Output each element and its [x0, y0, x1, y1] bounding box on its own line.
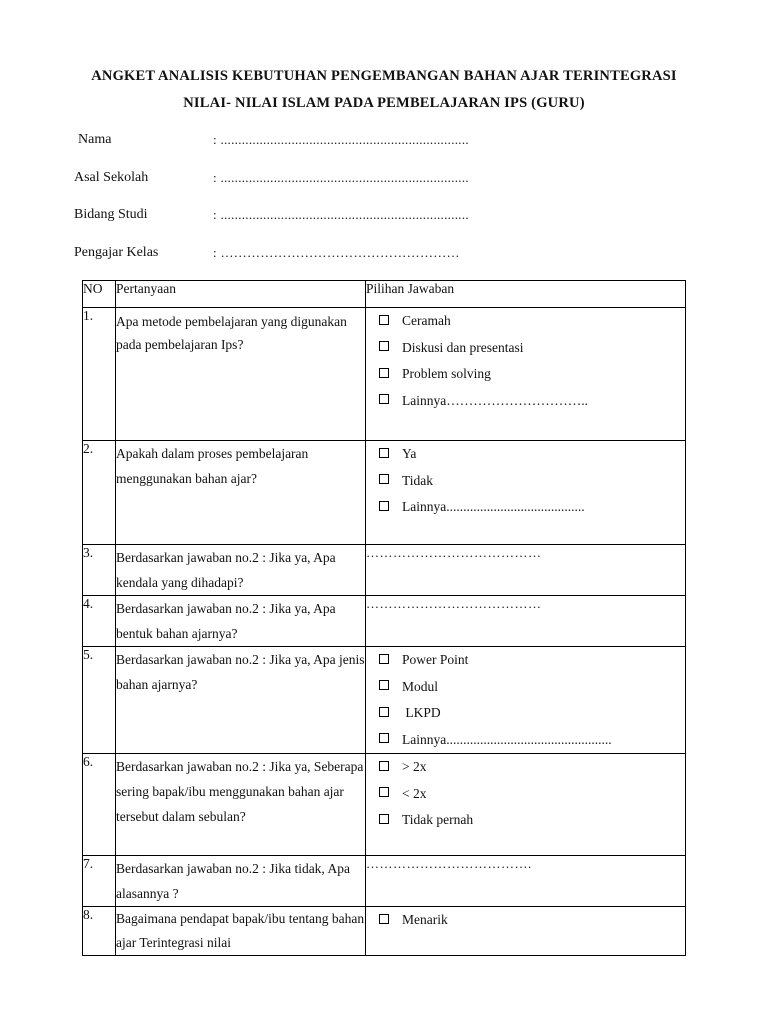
answer-option[interactable] [366, 494, 685, 521]
row-answer-options [366, 754, 686, 856]
row-question: Berdasarkan jawaban no.2 : Jika ya, Apa kendala yang dihadapi? [116, 545, 366, 596]
field-label: Pengajar Kelas [74, 245, 159, 260]
row-number: 7. [83, 856, 116, 907]
answer-option[interactable] [366, 308, 685, 335]
option-label: Diskusi dan presentasi [402, 339, 524, 355]
table-row [83, 754, 686, 856]
row-question: Apa metode pembelajaran yang digunakan pada pembelajaran Ips? [116, 308, 366, 441]
answer-option[interactable] [366, 361, 685, 388]
option-label: Modul [402, 678, 439, 694]
form-title-line-1: ANGKET ANALISIS KEBUTUHAN PENGEMBANGAN BAHAN AJAR TERINTEGRASI [91, 68, 677, 84]
field-blank: : ...................................................................... [213, 170, 469, 185]
checkbox-icon[interactable] [379, 394, 389, 404]
checkbox-icon[interactable] [379, 787, 389, 797]
option-label: Tidak [402, 472, 434, 488]
row-question: Apakah dalam proses pembelajaran menggunakan bahan ajar? [116, 441, 366, 545]
row-number: 5. [83, 647, 116, 754]
answer-option[interactable] [366, 441, 685, 468]
field-blank: : ...................................................................... [213, 207, 469, 222]
header-answer: Pilihan Jawaban [366, 281, 686, 308]
field-label: Nama [78, 132, 112, 147]
checkbox-icon[interactable] [379, 680, 389, 690]
row-question: Berdasarkan jawaban no.2 : Jika ya, Apa bentuk bahan ajarnya? [116, 596, 366, 647]
row-number: 1. [83, 308, 116, 441]
option-label: > 2x [402, 759, 427, 774]
row-number: 6. [83, 754, 116, 856]
option-label: Problem solving [402, 366, 491, 381]
answer-option[interactable] [366, 700, 685, 727]
answer-blank-line[interactable]: ………………………………… [366, 545, 686, 596]
field-blank: : ……………………………………………… [213, 245, 460, 260]
field-bidang-studi [74, 207, 694, 227]
table-row [83, 545, 686, 596]
option-label: LKPD [402, 705, 441, 720]
row-answer-options [366, 308, 686, 441]
row-number: 3. [83, 545, 116, 596]
row-answer-options [366, 907, 686, 956]
row-question: Berdasarkan jawaban no.2 : Jika ya, Apa jenis bahan ajarnya? [116, 647, 366, 754]
row-answer-options [366, 647, 686, 754]
checkbox-icon[interactable] [379, 654, 389, 664]
table-row [83, 308, 686, 441]
answer-blank-line[interactable]: ………………………………… [366, 596, 686, 647]
checkbox-icon[interactable] [379, 761, 389, 771]
option-label: < 2x [402, 785, 427, 801]
answer-option[interactable] [366, 388, 685, 415]
checkbox-icon[interactable] [379, 707, 389, 717]
answer-option[interactable] [366, 468, 685, 495]
checkbox-icon[interactable] [379, 733, 389, 743]
table-header-row [83, 281, 686, 308]
answer-option[interactable] [366, 727, 685, 754]
option-label: Ceramah [402, 313, 451, 328]
table-row [83, 596, 686, 647]
questionnaire-table [82, 280, 686, 956]
field-pengajar-kelas [74, 245, 694, 265]
answer-option[interactable] [366, 781, 685, 808]
row-question: Bagaimana pendapat bapak/ibu tentang bahan ajar Terintegrasi nilai [116, 907, 366, 956]
header-no: NO [83, 281, 116, 308]
answer-option[interactable] [366, 754, 685, 781]
answer-option[interactable] [366, 807, 685, 834]
answer-option[interactable] [366, 907, 685, 934]
checkbox-icon[interactable] [379, 814, 389, 824]
answer-blank-line[interactable]: ………………………………. [366, 856, 686, 907]
answer-option[interactable] [366, 647, 685, 674]
field-label: Asal Sekolah [74, 170, 149, 185]
option-label: Ya [402, 446, 417, 461]
field-label: Bidang Studi [74, 207, 148, 222]
form-title-line-2: NILAI- NILAI ISLAM PADA PEMBELAJARAN IPS (GURU) [183, 95, 585, 111]
field-nama [74, 132, 694, 152]
option-label: Power Point [402, 652, 469, 667]
option-label: Menarik [402, 912, 448, 927]
option-label: Lainnya………………………….. [402, 392, 588, 408]
answer-option[interactable] [366, 335, 685, 362]
row-question: Berdasarkan jawaban no.2 : Jika ya, Seberapa sering bapak/ibu menggunakan bahan ajar tersebut dalam sebulan? [116, 754, 366, 856]
table-row [83, 441, 686, 545]
table-row [83, 647, 686, 754]
checkbox-icon[interactable] [379, 448, 389, 458]
field-asal-sekolah [74, 170, 694, 190]
option-label: Tidak pernah [402, 812, 474, 827]
answer-option[interactable] [366, 674, 685, 701]
checkbox-icon[interactable] [379, 341, 389, 351]
checkbox-icon[interactable] [379, 315, 389, 325]
row-answer-options [366, 441, 686, 545]
table-row [83, 907, 686, 956]
option-label: Lainnya......................................... [402, 499, 585, 514]
checkbox-icon[interactable] [379, 501, 389, 511]
header-question: Pertanyaan [116, 281, 366, 308]
option-label: Lainnya................................................. [402, 731, 612, 747]
row-question: Berdasarkan jawaban no.2 : Jika tidak, Apa alasannya ? [116, 856, 366, 907]
row-number: 4. [83, 596, 116, 647]
checkbox-icon[interactable] [379, 368, 389, 378]
table-row [83, 856, 686, 907]
field-blank: : ...................................................................... [213, 132, 469, 147]
row-number: 2. [83, 441, 116, 545]
checkbox-icon[interactable] [379, 914, 389, 924]
checkbox-icon[interactable] [379, 474, 389, 484]
row-number: 8. [83, 907, 116, 956]
